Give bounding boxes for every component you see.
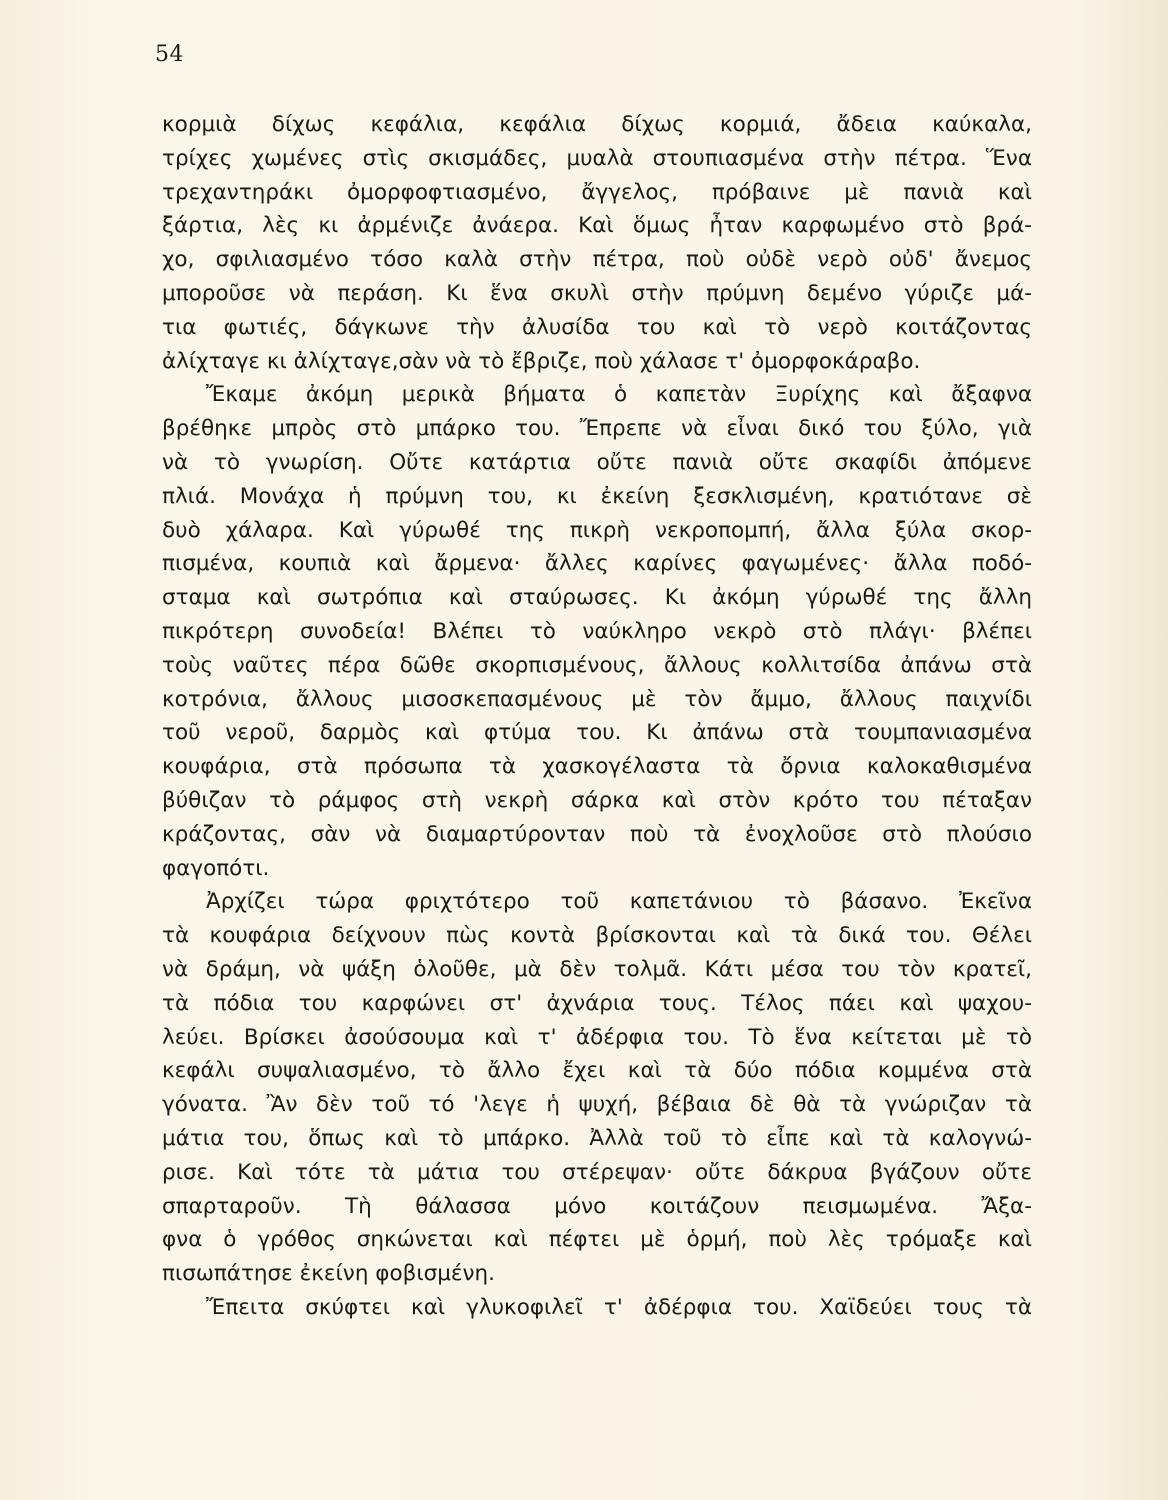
text-line: βύθιζαν τὸ ράμφος στὴ νεκρὴ σάρκα καὶ στὸν κρότο του πέταξαν: [162, 787, 1032, 813]
text-line: τοῦ νεροῦ, δαρμὸς καὶ φτύμα του. Κι ἀπάνω στὰ τουμπανιασμένα: [162, 720, 1032, 746]
text-line: λεύει. Βρίσκει ἀσούσουμα καὶ τ' ἀδέρφια του. Τὸ ἕνα κείτεται μὲ τὸ: [162, 1024, 1032, 1050]
text-line: τὰ κουφάρια δείχνουν πὼς κοντὰ βρίσκονται καὶ τὰ δικά του. Θέλει: [162, 923, 1032, 949]
text-line: ἀλίχταγε κι ἀλίχταγε,σὰν νὰ τὸ ἔβριζε, ποὺ χάλασε τ' ὀμορφοκάραβο.: [162, 348, 921, 374]
text-line: φνα ὁ γρόθος σηκώνεται καὶ πέφτει μὲ ὁρμή, ποὺ λὲς τρόμαξε καὶ: [162, 1227, 1032, 1253]
text-line: νὰ τὸ γνωρίση. Οὔτε κατάρτια οὔτε πανιὰ οὔτε σκαφίδι ἀπόμενε: [162, 449, 1032, 475]
text-line: κράζοντας, σὰν νὰ διαμαρτύρονταν ποὺ τὰ ἐνοχλοῦσε στὸ πλούσιο: [162, 821, 1032, 847]
text-line: Ἀρχίζει τώρα φριχτότερο τοῦ καπετάνιου τὸ βάσανο. Ἐκεῖνα: [206, 889, 1032, 915]
body-text: [162, 108, 1032, 1325]
text-line: πισμένα, κουπιὰ καὶ ἄρμενα· ἄλλες καρίνες φαγωμένες· ἄλλα ποδό-: [162, 551, 1032, 577]
text-line: τρίχες χωμένες στὶς σκισμάδες, μυαλὰ στουπιασμένα στὴν πέτρα. Ἕνα: [162, 145, 1032, 171]
text-line: ρισε. Καὶ τότε τὰ μάτια του στέρεψαν· οὔτε δάκρυα βγάζουν οὔτε: [162, 1159, 1032, 1185]
text-line: κοτρόνια, ἄλλους μισοσκεπασμένους μὲ τὸν ἄμμο, ἄλλους παιχνίδι: [162, 686, 1032, 712]
text-line: πισωπάτησε ἐκείνη φοβισμένη.: [162, 1261, 496, 1287]
text-line: τὰ πόδια του καρφώνει στ' ἀχνάρια τους. Τέλος πάει καὶ ψαχου-: [162, 990, 1032, 1016]
text-line: νὰ δράμη, νὰ ψάξη ὁλοῦθε, μὰ δὲν τολμᾶ. Κάτι μέσα του τὸν κρατεῖ,: [162, 956, 1032, 982]
text-line: τια φωτιές, δάγκωνε τὴν ἀλυσίδα του καὶ τὸ νερὸ κοιτάζοντας: [162, 314, 1032, 340]
text-line: Ἔπειτα σκύφτει καὶ γλυκοφιλεῖ τ' ἀδέρφια του. Χαϊδεύει τους τὰ: [206, 1294, 1032, 1320]
text-line: κορμιὰ δίχως κεφάλια, κεφάλια δίχως κορμιά, ἄδεια καύκαλα,: [162, 112, 1032, 137]
text-line: ξάρτια, λὲς κι ἀρμένιζε ἀνάερα. Καὶ ὅμως ἦταν καρφωμένο στὸ βρά-: [162, 213, 1032, 239]
text-line: τρεχαντηράκι ὀμορφοφτιασμένο, ἄγγελος, πρόβαινε μὲ πανιὰ καὶ: [162, 179, 1032, 205]
text-line: σταμα καὶ σωτρόπια καὶ σταύρωσες. Κι ἀκόμη γύρωθέ της ἄλλη: [162, 585, 1032, 611]
page-number: 54: [155, 42, 184, 67]
text-line: κουφάρια, στὰ πρόσωπα τὰ χασκογέλαστα τὰ ὄρνια καλοκαθισμένα: [162, 754, 1032, 780]
text-line: τοὺς ναῦτες πέρα δῶθε σκορπισμένους, ἄλλους κολλιτσίδα ἀπάνω στὰ: [162, 652, 1032, 678]
text-line: χο, σφιλιασμένο τόσο καλὰ στὴν πέτρα, ποὺ οὐδὲ νερὸ οὐδ' ἄνεμος: [162, 247, 1032, 273]
text-line: κεφάλι συψαλιασμένο, τὸ ἄλλο ἔχει καὶ τὰ δύο πόδια κομμένα στὰ: [162, 1058, 1032, 1084]
text-line: Ἔκαμε ἀκόμη μερικὰ βήματα ὁ καπετὰν Ξυρίχης καὶ ἄξαφνα: [206, 382, 1032, 408]
text-line: βρέθηκε μπρὸς στὸ μπάρκο του. Ἔπρεπε νὰ εἶναι δικό του ξύλο, γιὰ: [162, 416, 1032, 442]
text-line: γόνατα. Ἂν δὲν τοῦ τό 'λεγε ἡ ψυχή, βέβαια δὲ θὰ τὰ γνώριζαν τὰ: [162, 1092, 1032, 1118]
text-line: φαγοπότι.: [162, 855, 270, 881]
text-line: δυὸ χάλαρα. Καὶ γύρωθέ της πικρὴ νεκροπομπή, ἄλλα ξύλα σκορ-: [162, 517, 1032, 543]
text-line: μποροῦσε νὰ περάση. Κι ἕνα σκυλὶ στὴν πρύμνη δεμένο γύριζε μά-: [162, 280, 1032, 306]
text-line: πικρότερη συνοδεία! Βλέπει τὸ ναύκληρο νεκρὸ στὸ πλάγι· βλέπει: [162, 618, 1032, 644]
text-line: σπαρταροῦν. Τὴ θάλασσα μόνο κοιτάζουν πεισμωμένα. Ἄξα-: [162, 1193, 1032, 1219]
text-line: πλιά. Μονάχα ἡ πρύμνη του, κι ἐκείνη ξεσκλισμένη, κρατιότανε σὲ: [162, 483, 1032, 509]
text-line: μάτια του, ὅπως καὶ τὸ μπάρκο. Ἀλλὰ τοῦ τὸ εἶπε καὶ τὰ καλογνώ-: [162, 1125, 1032, 1151]
